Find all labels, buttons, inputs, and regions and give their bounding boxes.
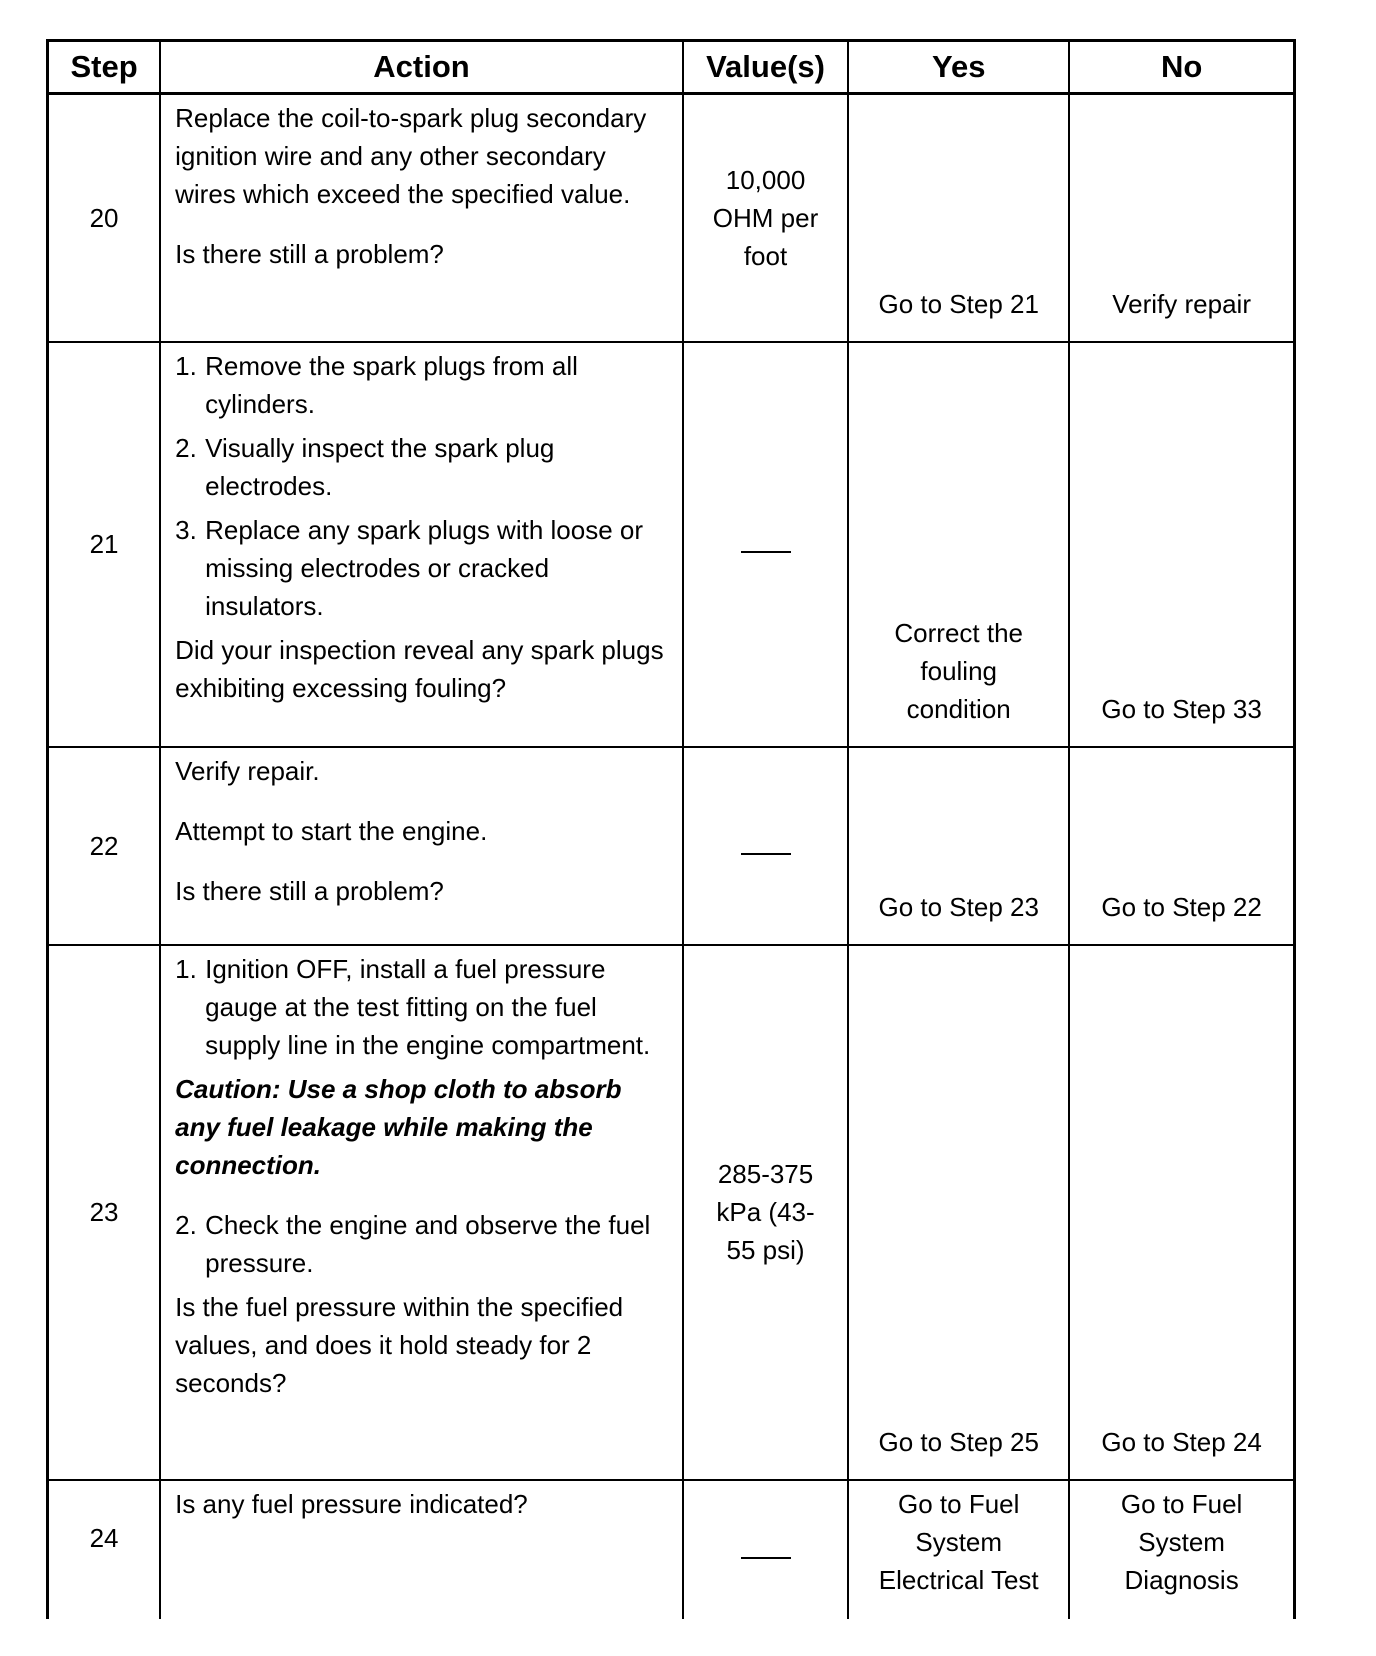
step-number: 21 <box>48 342 161 747</box>
header-yes: Yes <box>848 41 1069 94</box>
value-cell <box>683 342 848 747</box>
table-row <box>48 945 1295 1480</box>
action-cell <box>160 747 683 945</box>
list-text: Replace any spark plugs with loose or missing electrodes or cracked insulators. <box>205 514 644 621</box>
action-question: Is any fuel pressure indicated? <box>175 1488 528 1519</box>
action-question: Is there still a problem? <box>175 239 444 269</box>
value-cell: 10,000 OHM per foot <box>683 94 848 342</box>
yes-cell: Go to Step 21 <box>848 94 1069 342</box>
diagnostic-table <box>46 39 1296 1619</box>
header-action: Action <box>160 41 683 94</box>
action-question: Is there still a problem? <box>175 875 444 906</box>
no-cell: Go to Step 24 <box>1069 945 1294 1480</box>
value-cell: 285-375 kPa (43-55 psi) <box>683 945 848 1480</box>
list-text: Check the engine and observe the fuel pressure. <box>205 1209 651 1278</box>
header-values: Value(s) <box>683 41 848 94</box>
table-row <box>48 747 1295 945</box>
list-item <box>175 1206 668 1282</box>
yes-cell: Go to Step 23 <box>848 747 1069 945</box>
step-number: 24 <box>48 1480 161 1620</box>
action-question: Did your inspection reveal any spark plugs exhibiting excessing fouling? <box>175 634 664 703</box>
caution-note: Caution: Use a shop cloth to absorb any fuel leakage while making the connection. <box>175 1073 622 1180</box>
list-number: 1. <box>175 350 197 381</box>
action-cell <box>160 945 683 1480</box>
yes-cell: Go to Step 25 <box>848 945 1069 1480</box>
header-no: No <box>1069 41 1294 94</box>
action-text: Verify repair. <box>175 755 320 786</box>
value-dash <box>741 551 791 553</box>
list-number: 2. <box>175 1209 197 1240</box>
table-row <box>48 1480 1295 1620</box>
list-text: Ignition OFF, install a fuel pressure gauge at the test fitting on the fuel supply line in the engine compartment. <box>205 953 651 1060</box>
header-step: Step <box>48 41 161 94</box>
action-cell <box>160 1480 683 1620</box>
list-item <box>175 429 668 505</box>
yes-cell: Go to Fuel System Electrical Test <box>848 1480 1069 1620</box>
action-text: Replace the coil-to-spark plug secondary ignition wire and any other secondary wires which exceed the specified value. <box>175 103 647 209</box>
list-text: Visually inspect the spark plug electrodes. <box>205 432 555 501</box>
header-row <box>48 41 1295 94</box>
step-number: 20 <box>48 94 161 342</box>
list-item <box>175 950 668 1064</box>
yes-cell: Correct the fouling condition <box>848 342 1069 747</box>
action-cell <box>160 342 683 747</box>
action-cell <box>160 94 683 342</box>
list-number: 2. <box>175 432 197 463</box>
step-number: 23 <box>48 945 161 1480</box>
list-number: 3. <box>175 514 197 545</box>
action-text: Attempt to start the engine. <box>175 815 488 846</box>
no-cell: Go to Step 33 <box>1069 342 1294 747</box>
action-question: Is the fuel pressure within the specified values, and does it hold steady for 2 seconds? <box>175 1291 624 1398</box>
list-item <box>175 347 668 423</box>
value-dash <box>741 853 791 855</box>
list-text: Remove the spark plugs from all cylinders. <box>205 350 578 419</box>
list-number: 1. <box>175 953 197 984</box>
step-number: 22 <box>48 747 161 945</box>
value-dash <box>741 1557 791 1559</box>
table-row <box>48 342 1295 747</box>
value-cell <box>683 747 848 945</box>
list-item <box>175 511 668 625</box>
no-cell: Go to Step 22 <box>1069 747 1294 945</box>
no-cell: Go to Fuel System Diagnosis <box>1069 1480 1294 1620</box>
no-cell: Verify repair <box>1069 94 1294 342</box>
value-cell <box>683 1480 848 1620</box>
table-row <box>48 94 1295 342</box>
